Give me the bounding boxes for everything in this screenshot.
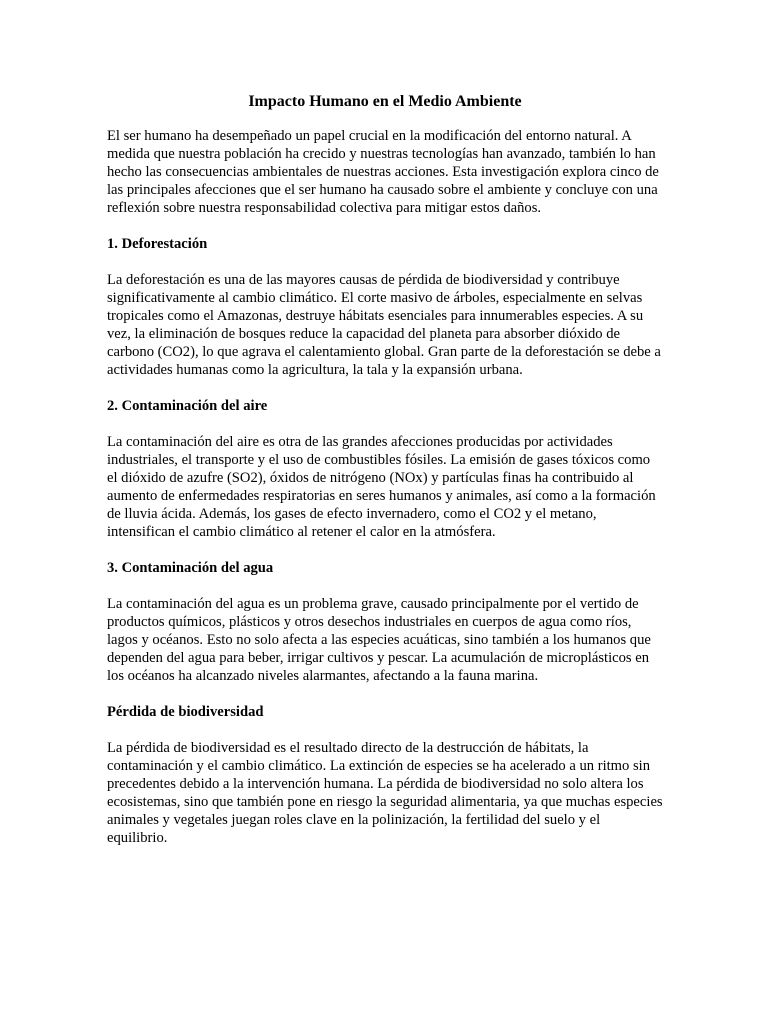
- document-title: Impacto Humano en el Medio Ambiente: [248, 93, 522, 110]
- section-heading-deforestacion: 1. Deforestación: [107, 236, 208, 252]
- section-body-contaminacion-aire: La contaminación del aire es otra de las grandes afecciones producidas por actividades industriales, el transporte y el uso de combustibles fósiles. La emisión de gases tóxicos como el dióxido de azufre (SO2), óxidos de nitrógeno (NOx) y partículas finas ha contribuido al aumento de enfermedades respiratorias en seres humanos y animales, así como a la formación de lluvia ácida. Además, los gases de efecto invernadero, como el CO2 y el metano, intensifican el cambio climático al retener el calor en la atmósfera.: [107, 434, 656, 540]
- section-body-deforestacion: La deforestación es una de las mayores causas de pérdida de biodiversidad y contribuye significativamente al cambio climático. El corte masivo de árboles, especialmente en selvas tropicales como el Amazonas, destruye hábitats esenciales para innumerables especies. A su vez, la eliminación de bosques reduce la capacidad del planeta para absorber dióxido de carbono (CO2), lo que agrava el calentamiento global. Gran parte de la deforestación se debe a actividades humanas como la agricultura, la tala y la expansión urbana.: [107, 272, 661, 378]
- section-heading-perdida-biodiversidad: Pérdida de biodiversidad: [107, 704, 264, 720]
- section-heading-contaminacion-agua: 3. Contaminación del agua: [107, 560, 274, 576]
- section-body-contaminacion-agua: La contaminación del agua es un problema grave, causado principalmente por el vertido de productos químicos, plásticos y otros desechos industriales en cuerpos de agua como ríos, lagos y océanos. Esto no solo afecta a las especies acuáticas, sino también a los humanos que dependen del agua para beber, irrigar cultivos y pescar. La acumulación de microplásticos en los océanos ha alcanzado niveles alarmantes, afectando a la fauna marina.: [107, 596, 651, 684]
- section-heading-contaminacion-aire: 2. Contaminación del aire: [107, 398, 268, 414]
- section-body-perdida-biodiversidad: La pérdida de biodiversidad es el resultado directo de la destrucción de hábitats, la contaminación y el cambio climático. La extinción de especies se ha acelerado a un ritmo sin precedentes debido a la intervención humana. La pérdida de biodiversidad no solo altera los ecosistemas, sino que también pone en riesgo la seguridad alimentaria, ya que muchas especies animales y vegetales juegan roles clave en la polinización, la fertilidad del suelo y el equilibrio.: [107, 740, 663, 846]
- document-body: [107, 91, 663, 865]
- intro-paragraph: El ser humano ha desempeñado un papel crucial en la modificación del entorno natural. A medida que nuestra población ha crecido y nuestras tecnologías han avanzado, también lo han hecho las consecuencias ambientales de nuestras acciones. Esta investigación explora cinco de las principales afecciones que el ser humano ha causado sobre el ambiente y concluye con una reflexión sobre nuestra responsabilidad colectiva para mitigar estos daños.: [107, 128, 659, 216]
